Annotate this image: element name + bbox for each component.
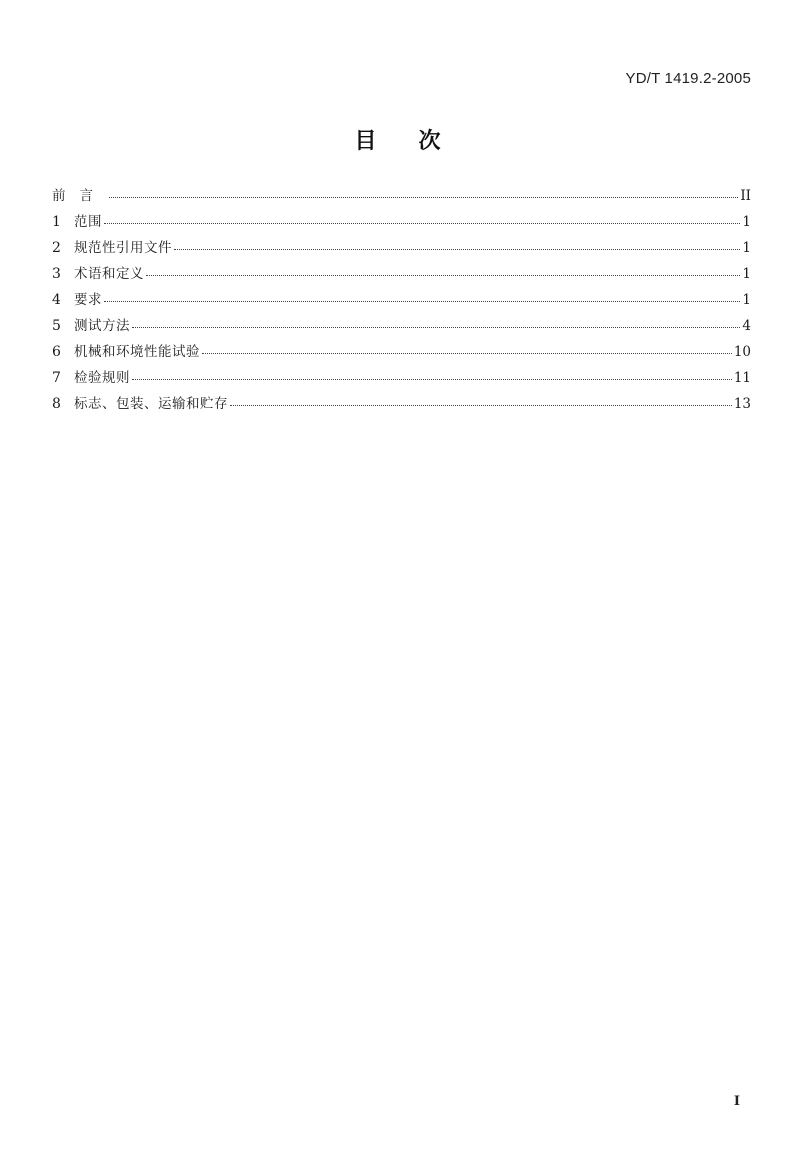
toc-entry-label: 测试方法 bbox=[74, 318, 130, 334]
toc-entry-page: 10 bbox=[733, 344, 751, 360]
toc-entry-inspection-rules bbox=[52, 365, 751, 391]
toc-leader-dots bbox=[146, 275, 740, 276]
toc-entry-label: 范围 bbox=[74, 214, 102, 230]
toc-entry-number: 5 bbox=[52, 318, 61, 334]
toc-leader-dots bbox=[104, 301, 740, 302]
toc-leader-dots bbox=[132, 379, 732, 380]
toc-entry-label: 前言 bbox=[52, 188, 107, 204]
toc-entry-number: 7 bbox=[52, 370, 61, 386]
toc-entry-scope bbox=[52, 209, 751, 235]
toc-entry-page: 4 bbox=[742, 318, 751, 334]
toc-entry-page: 11 bbox=[733, 370, 751, 386]
toc-entry-normative-references bbox=[52, 235, 751, 261]
toc-entry-label: 检验规则 bbox=[74, 370, 130, 386]
toc-entry-label: 标志、包装、运输和贮存 bbox=[74, 396, 228, 412]
toc-entry-page: 1 bbox=[742, 240, 751, 256]
toc-entry-number: 3 bbox=[52, 266, 61, 282]
toc-entry-page: 1 bbox=[742, 214, 751, 230]
page-number: I bbox=[733, 1094, 740, 1109]
toc-entry-page: 1 bbox=[742, 266, 751, 282]
toc-entry-number: 8 bbox=[52, 396, 61, 412]
toc-leader-dots bbox=[109, 197, 738, 198]
toc-entry-number: 1 bbox=[52, 214, 61, 230]
table-of-contents bbox=[52, 183, 751, 417]
toc-leader-dots bbox=[104, 223, 740, 224]
toc-entry-mechanical-environmental-tests bbox=[52, 339, 751, 365]
toc-title: 目次 bbox=[354, 129, 483, 154]
toc-entry-page: 1 bbox=[742, 292, 751, 308]
toc-entry-label: 术语和定义 bbox=[74, 266, 144, 282]
toc-leader-dots bbox=[132, 327, 740, 328]
toc-entry-label: 机械和环境性能试验 bbox=[74, 344, 200, 360]
toc-entry-page: II bbox=[740, 188, 751, 204]
toc-entry-terms-definitions bbox=[52, 261, 751, 287]
toc-entry-label: 要求 bbox=[74, 292, 102, 308]
toc-entry-marking-packaging bbox=[52, 391, 751, 417]
toc-entry-page: 13 bbox=[733, 396, 751, 412]
toc-entry-foreword bbox=[52, 183, 751, 209]
toc-leader-dots bbox=[174, 249, 740, 250]
toc-leader-dots bbox=[230, 405, 732, 406]
toc-entry-test-methods bbox=[52, 313, 751, 339]
toc-entry-label: 规范性引用文件 bbox=[74, 240, 172, 256]
toc-leader-dots bbox=[202, 353, 732, 354]
toc-entry-requirements bbox=[52, 287, 751, 313]
toc-entry-number: 6 bbox=[52, 344, 61, 360]
toc-entry-number: 4 bbox=[52, 292, 61, 308]
toc-entry-number: 2 bbox=[52, 240, 61, 256]
document-code: YD/T 1419.2-2005 bbox=[625, 70, 751, 87]
